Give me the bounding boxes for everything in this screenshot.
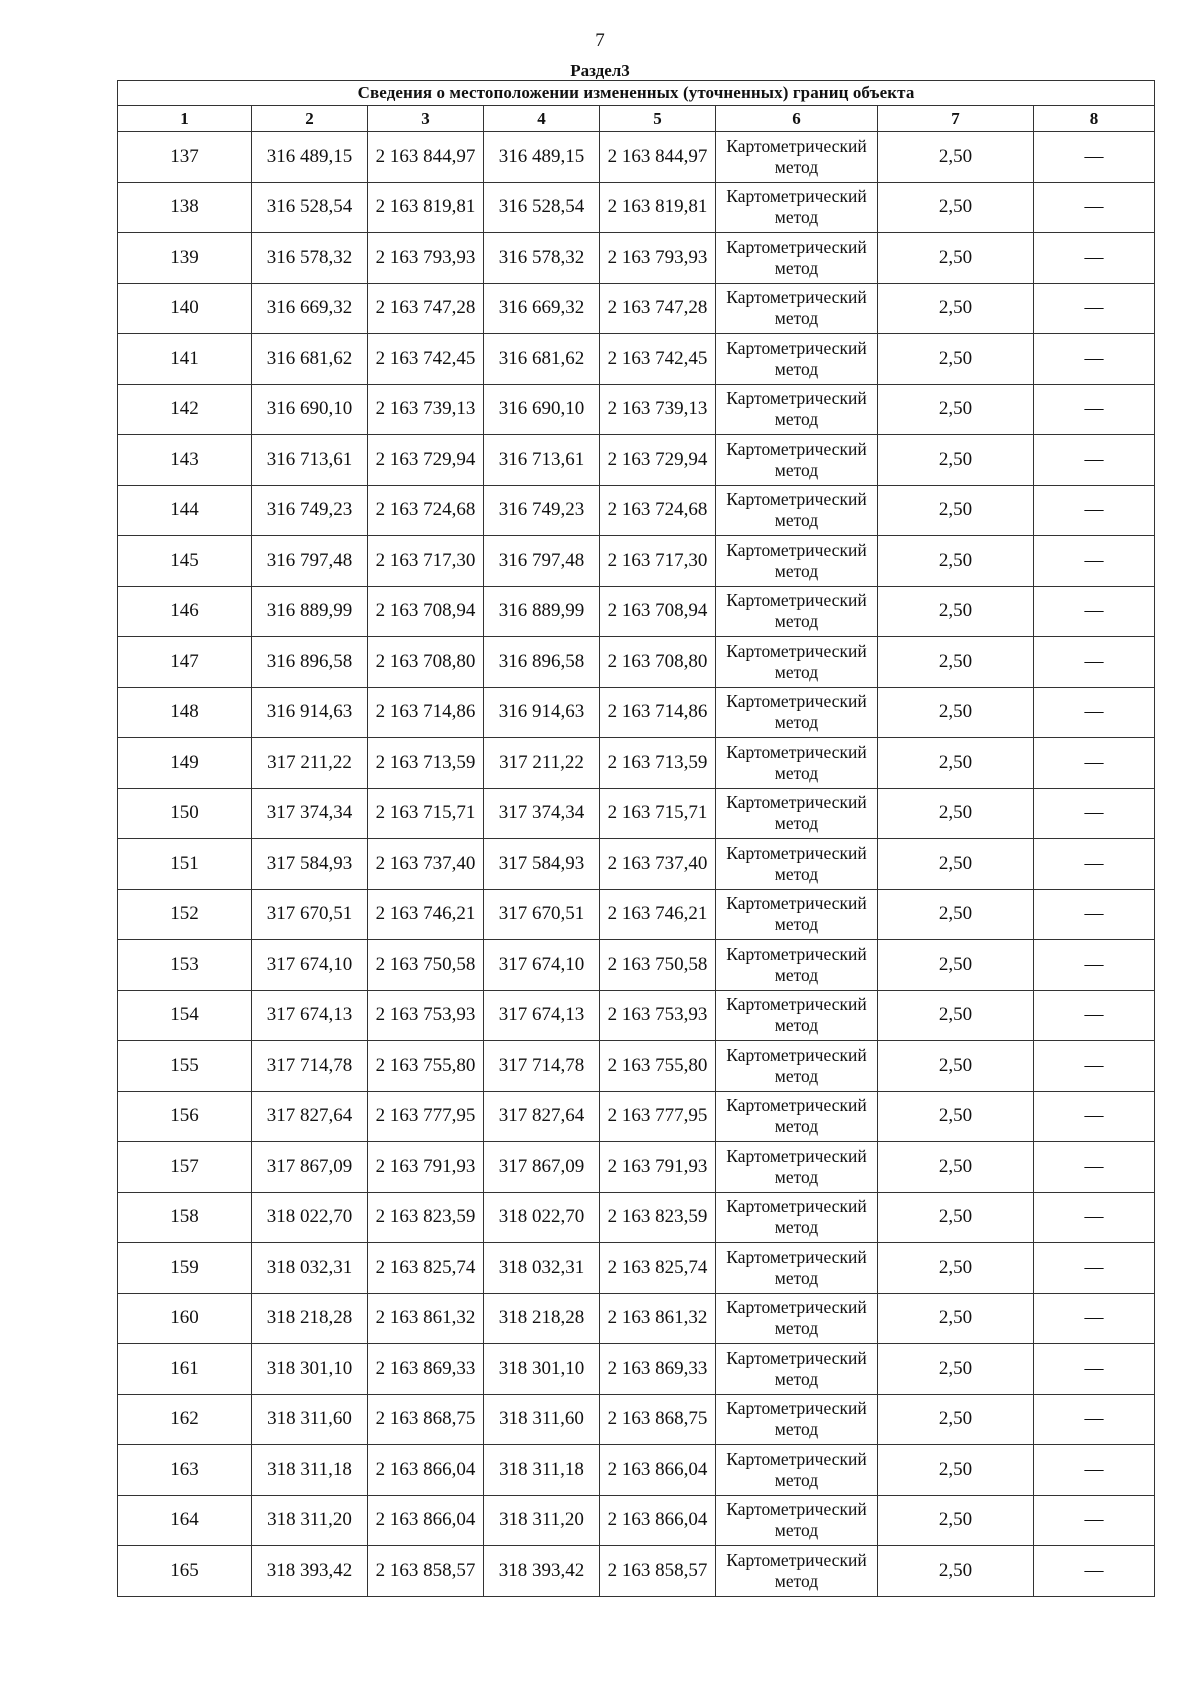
- cell-accuracy: 2,50: [878, 1495, 1034, 1546]
- cell-x-existing: 316 528,54: [252, 182, 368, 233]
- cell-x-existing: 317 211,22: [252, 738, 368, 789]
- cell-y-new: 2 163 777,95: [600, 1091, 716, 1142]
- table-row: [118, 435, 1155, 486]
- cell-method: Картометрический метод: [716, 182, 878, 233]
- cell-description: —: [1034, 788, 1155, 839]
- cell-y-new: 2 163 714,86: [600, 687, 716, 738]
- cell-y-new: 2 163 791,93: [600, 1142, 716, 1193]
- column-number-4: 4: [484, 106, 600, 132]
- cell-point-number: 147: [118, 637, 252, 688]
- cell-x-new: 318 218,28: [484, 1293, 600, 1344]
- cell-y-existing: 2 163 742,45: [368, 334, 484, 385]
- table-row: [118, 1495, 1155, 1546]
- table-caption: Сведения о местоположении измененных (уточненных) границ объекта: [118, 81, 1155, 106]
- cell-accuracy: 2,50: [878, 485, 1034, 536]
- cell-x-new: 316 489,15: [484, 132, 600, 183]
- cell-description: —: [1034, 1445, 1155, 1496]
- cell-accuracy: 2,50: [878, 1041, 1034, 1092]
- cell-x-existing: 318 311,20: [252, 1495, 368, 1546]
- table-row: [118, 1091, 1155, 1142]
- cell-y-new: 2 163 708,94: [600, 586, 716, 637]
- cell-x-new: 316 797,48: [484, 536, 600, 587]
- cell-point-number: 157: [118, 1142, 252, 1193]
- cell-y-existing: 2 163 747,28: [368, 283, 484, 334]
- cell-x-existing: 317 674,10: [252, 940, 368, 991]
- cell-y-new: 2 163 715,71: [600, 788, 716, 839]
- cell-x-new: 318 311,18: [484, 1445, 600, 1496]
- cell-method: Картометрический метод: [716, 1293, 878, 1344]
- cell-point-number: 164: [118, 1495, 252, 1546]
- cell-y-existing: 2 163 777,95: [368, 1091, 484, 1142]
- table-row: [118, 132, 1155, 183]
- cell-x-existing: 316 681,62: [252, 334, 368, 385]
- table-row: [118, 788, 1155, 839]
- cell-x-existing: 316 669,32: [252, 283, 368, 334]
- cell-point-number: 156: [118, 1091, 252, 1142]
- cell-description: —: [1034, 839, 1155, 890]
- cell-x-existing: 317 674,13: [252, 990, 368, 1041]
- cell-y-new: 2 163 866,04: [600, 1495, 716, 1546]
- cell-y-new: 2 163 729,94: [600, 435, 716, 486]
- cell-x-new: 316 749,23: [484, 485, 600, 536]
- cell-accuracy: 2,50: [878, 889, 1034, 940]
- cell-y-existing: 2 163 708,80: [368, 637, 484, 688]
- table-row: [118, 889, 1155, 940]
- cell-x-existing: 316 889,99: [252, 586, 368, 637]
- cell-description: —: [1034, 1495, 1155, 1546]
- cell-method: Картометрический метод: [716, 839, 878, 890]
- cell-description: —: [1034, 687, 1155, 738]
- cell-x-existing: 317 584,93: [252, 839, 368, 890]
- cell-description: —: [1034, 132, 1155, 183]
- cell-accuracy: 2,50: [878, 435, 1034, 486]
- column-number-1: 1: [118, 106, 252, 132]
- cell-x-new: 318 311,60: [484, 1394, 600, 1445]
- column-number-5: 5: [600, 106, 716, 132]
- cell-description: —: [1034, 435, 1155, 486]
- cell-description: —: [1034, 1394, 1155, 1445]
- cell-method: Картометрический метод: [716, 738, 878, 789]
- table-row: [118, 738, 1155, 789]
- cell-x-new: 316 669,32: [484, 283, 600, 334]
- cell-x-new: 316 528,54: [484, 182, 600, 233]
- cell-method: Картометрический метод: [716, 485, 878, 536]
- cell-x-new: 318 301,10: [484, 1344, 600, 1395]
- cell-point-number: 141: [118, 334, 252, 385]
- cell-description: —: [1034, 1041, 1155, 1092]
- cell-x-existing: 318 218,28: [252, 1293, 368, 1344]
- cell-x-existing: 318 301,10: [252, 1344, 368, 1395]
- cell-description: —: [1034, 1142, 1155, 1193]
- cell-accuracy: 2,50: [878, 1293, 1034, 1344]
- cell-y-existing: 2 163 755,80: [368, 1041, 484, 1092]
- cell-y-existing: 2 163 714,86: [368, 687, 484, 738]
- cell-description: —: [1034, 1546, 1155, 1597]
- section-title: Раздел3: [570, 61, 630, 80]
- cell-y-new: 2 163 793,93: [600, 233, 716, 284]
- cell-point-number: 138: [118, 182, 252, 233]
- cell-point-number: 139: [118, 233, 252, 284]
- cell-x-existing: 316 713,61: [252, 435, 368, 486]
- cell-y-existing: 2 163 739,13: [368, 384, 484, 435]
- cell-y-new: 2 163 869,33: [600, 1344, 716, 1395]
- cell-method: Картометрический метод: [716, 334, 878, 385]
- cell-method: Картометрический метод: [716, 536, 878, 587]
- cell-point-number: 160: [118, 1293, 252, 1344]
- cell-x-new: 318 032,31: [484, 1243, 600, 1294]
- cell-method: Картометрический метод: [716, 990, 878, 1041]
- cell-accuracy: 2,50: [878, 1243, 1034, 1294]
- cell-point-number: 165: [118, 1546, 252, 1597]
- cell-x-new: 318 393,42: [484, 1546, 600, 1597]
- cell-description: —: [1034, 1293, 1155, 1344]
- cell-accuracy: 2,50: [878, 637, 1034, 688]
- cell-method: Картометрический метод: [716, 283, 878, 334]
- cell-y-new: 2 163 858,57: [600, 1546, 716, 1597]
- table-row: [118, 839, 1155, 890]
- cell-y-existing: 2 163 823,59: [368, 1192, 484, 1243]
- cell-x-new: 317 674,10: [484, 940, 600, 991]
- cell-point-number: 162: [118, 1394, 252, 1445]
- cell-point-number: 140: [118, 283, 252, 334]
- table-row: [118, 1243, 1155, 1294]
- cell-y-new: 2 163 747,28: [600, 283, 716, 334]
- cell-x-existing: 318 311,18: [252, 1445, 368, 1496]
- cell-x-existing: 317 827,64: [252, 1091, 368, 1142]
- cell-x-new: 317 827,64: [484, 1091, 600, 1142]
- cell-point-number: 159: [118, 1243, 252, 1294]
- cell-x-new: 316 690,10: [484, 384, 600, 435]
- cell-description: —: [1034, 889, 1155, 940]
- table-caption-row: [118, 81, 1155, 106]
- cell-x-new: 316 896,58: [484, 637, 600, 688]
- cell-y-existing: 2 163 819,81: [368, 182, 484, 233]
- cell-description: —: [1034, 485, 1155, 536]
- cell-method: Картометрический метод: [716, 637, 878, 688]
- cell-y-existing: 2 163 793,93: [368, 233, 484, 284]
- cell-method: Картометрический метод: [716, 1041, 878, 1092]
- cell-y-existing: 2 163 866,04: [368, 1445, 484, 1496]
- cell-y-existing: 2 163 866,04: [368, 1495, 484, 1546]
- cell-description: —: [1034, 637, 1155, 688]
- cell-x-new: 317 670,51: [484, 889, 600, 940]
- column-number-3: 3: [368, 106, 484, 132]
- cell-method: Картометрический метод: [716, 384, 878, 435]
- cell-method: Картометрический метод: [716, 586, 878, 637]
- cell-accuracy: 2,50: [878, 1445, 1034, 1496]
- cell-x-new: 317 714,78: [484, 1041, 600, 1092]
- column-number-2: 2: [252, 106, 368, 132]
- cell-y-new: 2 163 861,32: [600, 1293, 716, 1344]
- table-row: [118, 1445, 1155, 1496]
- cell-description: —: [1034, 1192, 1155, 1243]
- cell-x-new: 316 713,61: [484, 435, 600, 486]
- cell-accuracy: 2,50: [878, 1091, 1034, 1142]
- cell-x-existing: 316 578,32: [252, 233, 368, 284]
- cell-accuracy: 2,50: [878, 233, 1034, 284]
- table-row: [118, 1546, 1155, 1597]
- cell-y-existing: 2 163 717,30: [368, 536, 484, 587]
- cell-y-new: 2 163 746,21: [600, 889, 716, 940]
- cell-y-new: 2 163 713,59: [600, 738, 716, 789]
- cell-y-existing: 2 163 737,40: [368, 839, 484, 890]
- table-row: [118, 586, 1155, 637]
- table-row: [118, 1344, 1155, 1395]
- cell-x-existing: 317 714,78: [252, 1041, 368, 1092]
- cell-method: Картометрический метод: [716, 1243, 878, 1294]
- table-row: [118, 637, 1155, 688]
- cell-method: Картометрический метод: [716, 233, 878, 284]
- cell-description: —: [1034, 1091, 1155, 1142]
- cell-y-existing: 2 163 708,94: [368, 586, 484, 637]
- cell-method: Картометрический метод: [716, 132, 878, 183]
- cell-point-number: 150: [118, 788, 252, 839]
- cell-accuracy: 2,50: [878, 839, 1034, 890]
- cell-point-number: 152: [118, 889, 252, 940]
- cell-accuracy: 2,50: [878, 940, 1034, 991]
- cell-description: —: [1034, 1344, 1155, 1395]
- cell-point-number: 151: [118, 839, 252, 890]
- cell-method: Картометрический метод: [716, 1394, 878, 1445]
- page-number: 7: [595, 30, 605, 51]
- cell-description: —: [1034, 1243, 1155, 1294]
- cell-description: —: [1034, 990, 1155, 1041]
- cell-x-existing: 317 374,34: [252, 788, 368, 839]
- cell-x-new: 316 889,99: [484, 586, 600, 637]
- cell-y-new: 2 163 742,45: [600, 334, 716, 385]
- cell-y-new: 2 163 717,30: [600, 536, 716, 587]
- table-row: [118, 485, 1155, 536]
- cell-y-existing: 2 163 715,71: [368, 788, 484, 839]
- cell-y-new: 2 163 868,75: [600, 1394, 716, 1445]
- cell-description: —: [1034, 940, 1155, 991]
- cell-method: Картометрический метод: [716, 435, 878, 486]
- cell-y-new: 2 163 825,74: [600, 1243, 716, 1294]
- cell-x-existing: 316 896,58: [252, 637, 368, 688]
- cell-point-number: 161: [118, 1344, 252, 1395]
- cell-description: —: [1034, 233, 1155, 284]
- cell-method: Картометрический метод: [716, 1192, 878, 1243]
- cell-point-number: 145: [118, 536, 252, 587]
- cell-point-number: 137: [118, 132, 252, 183]
- cell-x-existing: 316 489,15: [252, 132, 368, 183]
- cell-method: Картометрический метод: [716, 1495, 878, 1546]
- cell-x-existing: 318 032,31: [252, 1243, 368, 1294]
- cell-y-existing: 2 163 861,32: [368, 1293, 484, 1344]
- table-row: [118, 1192, 1155, 1243]
- cell-description: —: [1034, 586, 1155, 637]
- cell-method: Картометрический метод: [716, 940, 878, 991]
- cell-accuracy: 2,50: [878, 738, 1034, 789]
- cell-y-new: 2 163 753,93: [600, 990, 716, 1041]
- cell-accuracy: 2,50: [878, 1142, 1034, 1193]
- table-row: [118, 384, 1155, 435]
- cell-point-number: 158: [118, 1192, 252, 1243]
- cell-accuracy: 2,50: [878, 334, 1034, 385]
- cell-method: Картометрический метод: [716, 889, 878, 940]
- cell-accuracy: 2,50: [878, 384, 1034, 435]
- cell-x-new: 318 022,70: [484, 1192, 600, 1243]
- cell-description: —: [1034, 738, 1155, 789]
- cell-y-existing: 2 163 858,57: [368, 1546, 484, 1597]
- table-row: [118, 687, 1155, 738]
- cell-accuracy: 2,50: [878, 687, 1034, 738]
- cell-point-number: 148: [118, 687, 252, 738]
- cell-point-number: 144: [118, 485, 252, 536]
- cell-point-number: 153: [118, 940, 252, 991]
- cell-y-existing: 2 163 713,59: [368, 738, 484, 789]
- cell-method: Картометрический метод: [716, 1546, 878, 1597]
- cell-x-existing: 316 797,48: [252, 536, 368, 587]
- cell-x-new: 316 578,32: [484, 233, 600, 284]
- cell-y-existing: 2 163 750,58: [368, 940, 484, 991]
- table-row: [118, 1394, 1155, 1445]
- cell-y-new: 2 163 755,80: [600, 1041, 716, 1092]
- cell-point-number: 149: [118, 738, 252, 789]
- cell-y-existing: 2 163 825,74: [368, 1243, 484, 1294]
- cell-x-new: 317 584,93: [484, 839, 600, 890]
- cell-x-existing: 318 311,60: [252, 1394, 368, 1445]
- cell-y-new: 2 163 866,04: [600, 1445, 716, 1496]
- cell-point-number: 142: [118, 384, 252, 435]
- cell-method: Картометрический метод: [716, 1091, 878, 1142]
- cell-accuracy: 2,50: [878, 536, 1034, 587]
- cell-accuracy: 2,50: [878, 182, 1034, 233]
- cell-y-existing: 2 163 869,33: [368, 1344, 484, 1395]
- cell-accuracy: 2,50: [878, 283, 1034, 334]
- cell-y-new: 2 163 819,81: [600, 182, 716, 233]
- cell-x-existing: 317 867,09: [252, 1142, 368, 1193]
- cell-x-existing: 317 670,51: [252, 889, 368, 940]
- cell-y-existing: 2 163 791,93: [368, 1142, 484, 1193]
- cell-x-new: 316 914,63: [484, 687, 600, 738]
- table-body: [118, 132, 1155, 1597]
- table-row: [118, 1293, 1155, 1344]
- column-number-7: 7: [878, 106, 1034, 132]
- cell-method: Картометрический метод: [716, 1445, 878, 1496]
- cell-x-new: 317 211,22: [484, 738, 600, 789]
- cell-x-existing: 318 393,42: [252, 1546, 368, 1597]
- cell-method: Картометрический метод: [716, 788, 878, 839]
- cell-x-existing: 316 690,10: [252, 384, 368, 435]
- cell-description: —: [1034, 384, 1155, 435]
- cell-x-existing: 316 749,23: [252, 485, 368, 536]
- cell-y-existing: 2 163 844,97: [368, 132, 484, 183]
- cell-accuracy: 2,50: [878, 1344, 1034, 1395]
- cell-y-new: 2 163 823,59: [600, 1192, 716, 1243]
- cell-accuracy: 2,50: [878, 1192, 1034, 1243]
- cell-y-new: 2 163 739,13: [600, 384, 716, 435]
- cell-y-existing: 2 163 724,68: [368, 485, 484, 536]
- table-row: [118, 940, 1155, 991]
- cell-y-new: 2 163 737,40: [600, 839, 716, 890]
- cell-method: Картометрический метод: [716, 1344, 878, 1395]
- table-row: [118, 233, 1155, 284]
- table-row: [118, 182, 1155, 233]
- cell-x-new: 317 674,13: [484, 990, 600, 1041]
- boundary-coordinates-table: [117, 80, 1155, 1597]
- cell-x-new: 317 374,34: [484, 788, 600, 839]
- cell-x-new: 317 867,09: [484, 1142, 600, 1193]
- cell-y-new: 2 163 708,80: [600, 637, 716, 688]
- cell-point-number: 155: [118, 1041, 252, 1092]
- cell-y-new: 2 163 724,68: [600, 485, 716, 536]
- cell-y-existing: 2 163 729,94: [368, 435, 484, 486]
- table-row: [118, 1041, 1155, 1092]
- table-row: [118, 990, 1155, 1041]
- cell-x-existing: 316 914,63: [252, 687, 368, 738]
- column-number-row: [118, 106, 1155, 132]
- cell-accuracy: 2,50: [878, 132, 1034, 183]
- table-row: [118, 1142, 1155, 1193]
- cell-y-existing: 2 163 753,93: [368, 990, 484, 1041]
- cell-x-new: 318 311,20: [484, 1495, 600, 1546]
- table-row: [118, 283, 1155, 334]
- column-number-8: 8: [1034, 106, 1155, 132]
- table-row: [118, 536, 1155, 587]
- cell-accuracy: 2,50: [878, 1394, 1034, 1445]
- cell-point-number: 146: [118, 586, 252, 637]
- cell-point-number: 163: [118, 1445, 252, 1496]
- cell-accuracy: 2,50: [878, 788, 1034, 839]
- cell-y-existing: 2 163 868,75: [368, 1394, 484, 1445]
- cell-method: Картометрический метод: [716, 687, 878, 738]
- cell-x-existing: 318 022,70: [252, 1192, 368, 1243]
- cell-accuracy: 2,50: [878, 586, 1034, 637]
- cell-point-number: 143: [118, 435, 252, 486]
- cell-description: —: [1034, 536, 1155, 587]
- cell-x-new: 316 681,62: [484, 334, 600, 385]
- cell-point-number: 154: [118, 990, 252, 1041]
- cell-accuracy: 2,50: [878, 1546, 1034, 1597]
- cell-y-new: 2 163 844,97: [600, 132, 716, 183]
- cell-y-existing: 2 163 746,21: [368, 889, 484, 940]
- cell-description: —: [1034, 283, 1155, 334]
- cell-description: —: [1034, 334, 1155, 385]
- cell-method: Картометрический метод: [716, 1142, 878, 1193]
- table-row: [118, 334, 1155, 385]
- cell-description: —: [1034, 182, 1155, 233]
- column-number-6: 6: [716, 106, 878, 132]
- cell-y-new: 2 163 750,58: [600, 940, 716, 991]
- cell-accuracy: 2,50: [878, 990, 1034, 1041]
